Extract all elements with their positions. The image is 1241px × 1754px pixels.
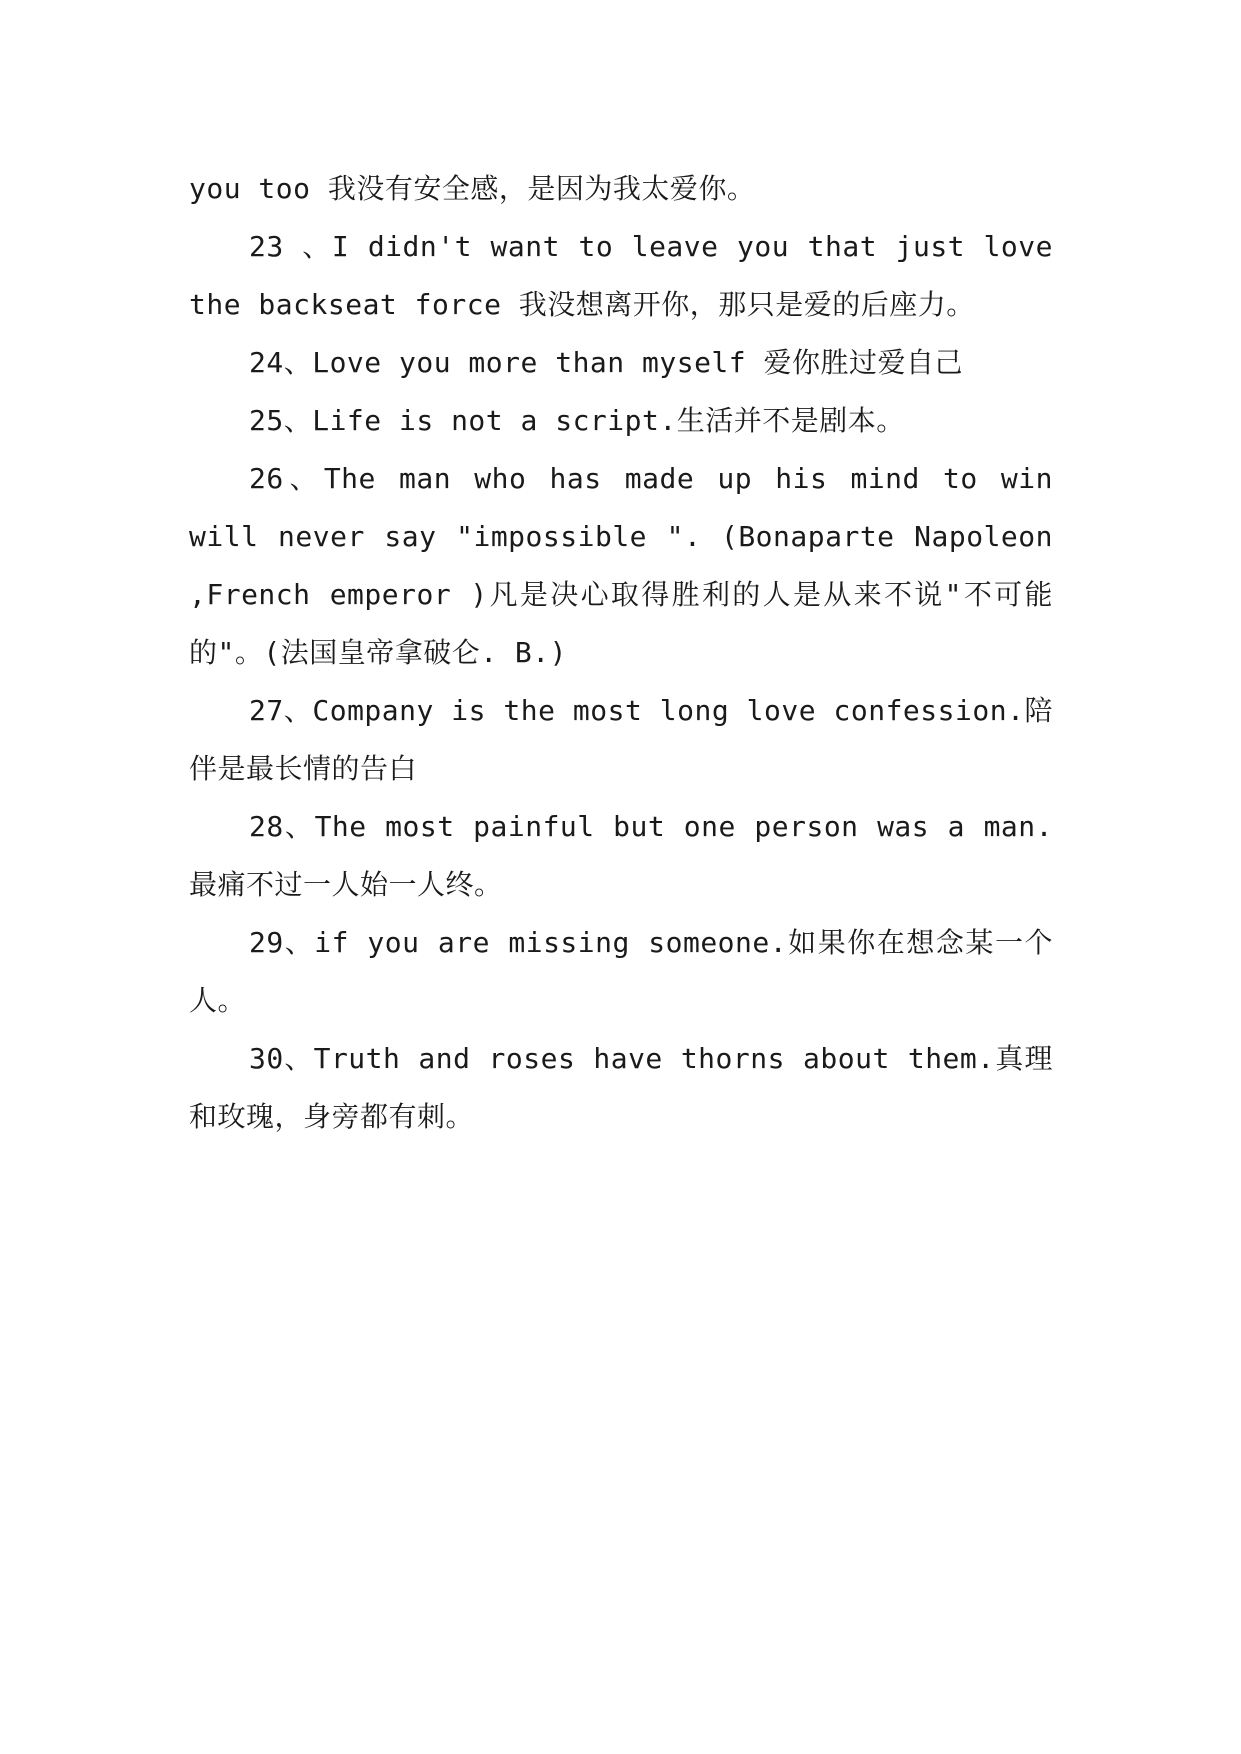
quote-23: 23 、I didn't want to leave you that just love the backseat force 我没想离开你，那只是爱的后座力。 bbox=[189, 230, 1053, 321]
paragraph-continuation: you too 我没有安全感，是因为我太爱你。 bbox=[189, 172, 756, 205]
quote-24: 24、Love you more than myself 爱你胜过爱自己 bbox=[249, 346, 964, 379]
quote-26: 26、The man who has made up his mind to win will never say "impossible ". (Bonaparte Napoleon ,French emperor )凡是决心取得胜利的人是从来不说"不可能的"。(法国皇帝拿破仑. B.) bbox=[189, 462, 1053, 669]
quote-30: 30、Truth and roses have thorns about them.真理和玫瑰，身旁都有刺。 bbox=[189, 1042, 1053, 1133]
quote-28: 28、The most painful but one person was a man.最痛不过一人始一人终。 bbox=[189, 810, 1053, 901]
document-body bbox=[189, 160, 1053, 1146]
quote-25: 25、Life is not a script.生活并不是剧本。 bbox=[249, 404, 905, 437]
quote-27: 27、Company is the most long love confession.陪伴是最长情的告白 bbox=[189, 694, 1053, 785]
quote-29: 29、if you are missing someone.如果你在想念某一个人。 bbox=[189, 926, 1053, 1017]
